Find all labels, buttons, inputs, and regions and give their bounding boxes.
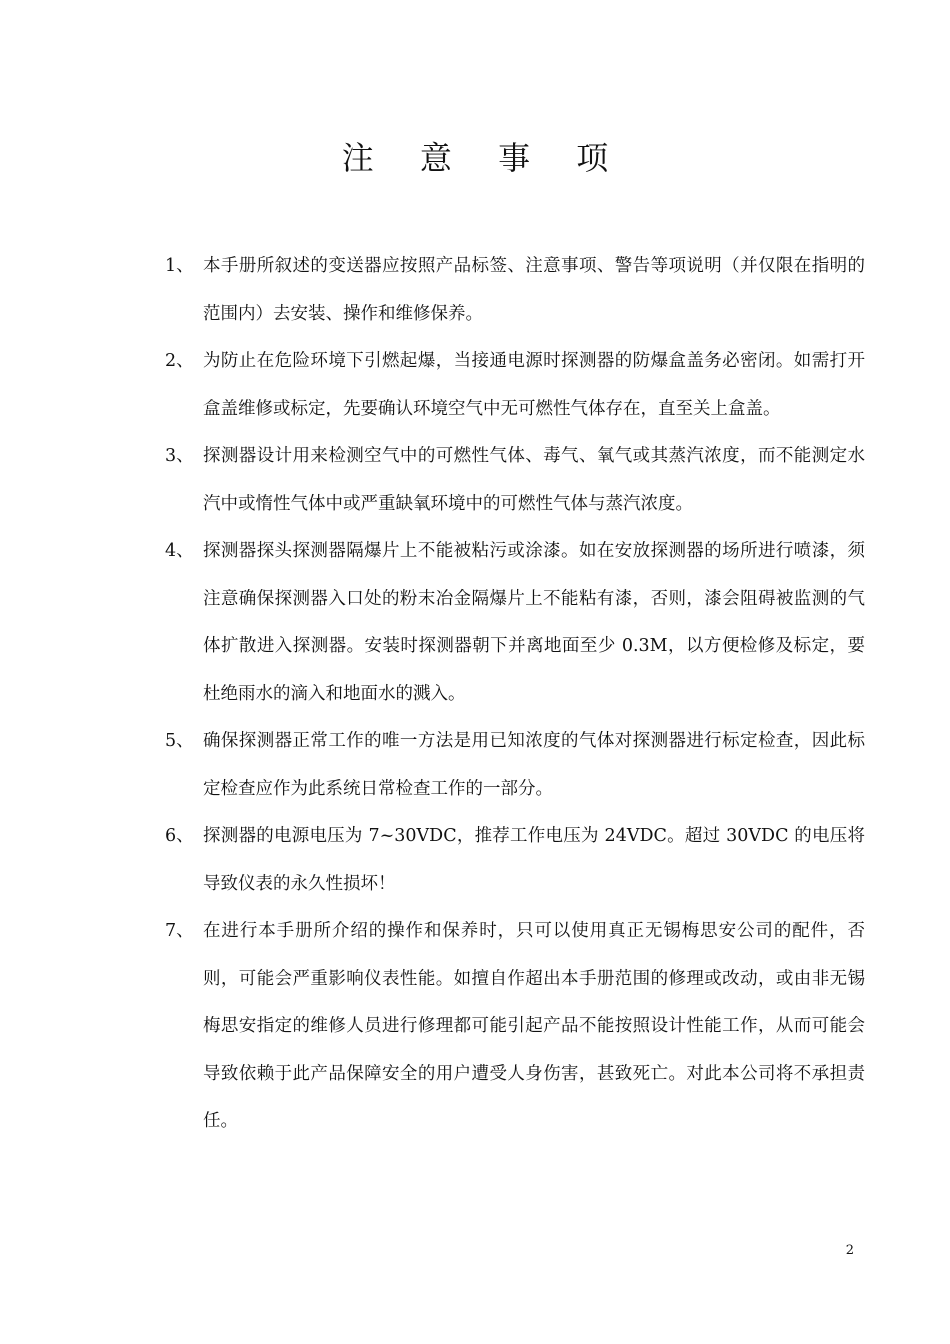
notice-item-1: [165, 243, 865, 338]
notice-text: 探测器设计用来检测空气中的可燃性气体、毒气、氧气或其蒸汽浓度，而不能测定水汽中或惰性气体中或严重缺氧环境中的可燃性气体与蒸汽浓度。: [203, 446, 865, 514]
notice-text: 本手册所叙述的变送器应按照产品标签、注意事项、警告等项说明（并仅限在指明的范围内）去安装、操作和维修保养。: [203, 256, 865, 324]
notice-item-7: [165, 908, 865, 1146]
notice-list: [165, 243, 865, 1146]
notice-number: 2、: [165, 351, 194, 371]
notice-text: 探测器探头探测器隔爆片上不能被粘污或涂漆。如在安放探测器的场所进行喷漆，须注意确保探测器入口处的粉末冶金隔爆片上不能粘有漆，否则，漆会阻碍被监测的气体扩散进入探测器。安装时探测器朝下并离地面至少 0.3M，以方便检修及标定，要杜绝雨水的滴入和地面水的溅入。: [203, 541, 865, 704]
notice-number: 5、: [165, 731, 194, 751]
notice-number: 3、: [165, 446, 194, 466]
page-title: 注 意 事 项: [341, 139, 627, 177]
notice-item-2: [165, 338, 865, 433]
notice-text: 为防止在危险环境下引燃起爆，当接通电源时探测器的防爆盒盖务必密闭。如需打开盒盖维修或标定，先要确认环境空气中无可燃性气体存在，直至关上盒盖。: [203, 351, 865, 419]
notice-item-5: [165, 718, 865, 813]
notice-number: 6、: [165, 826, 194, 846]
notice-item-4: [165, 528, 865, 718]
notice-text: 确保探测器正常工作的唯一方法是用已知浓度的气体对探测器进行标定检查，因此标定检查应作为此系统日常检查工作的一部分。: [203, 731, 865, 799]
notice-number: 7、: [165, 921, 194, 941]
notice-text: 探测器的电源电压为 7~30VDC，推荐工作电压为 24VDC。超过 30VDC 的电压将导致仪表的永久性损坏！: [203, 826, 865, 894]
page-number: 2: [845, 1243, 854, 1258]
notice-number: 4、: [165, 541, 194, 561]
notice-item-6: [165, 813, 865, 908]
notice-number: 1、: [165, 256, 194, 276]
notice-item-3: [165, 433, 865, 528]
notice-text: 在进行本手册所介绍的操作和保养时，只可以使用真正无锡梅思安公司的配件，否则，可能会严重影响仪表性能。如擅自作超出本手册范围的修理或改动，或由非无锡梅思安指定的维修人员进行修理都可能引起产品不能按照设计性能工作，从而可能会导致依赖于此产品保障安全的用户遭受人身伤害，甚致死亡。对此本公司将不承担责任。: [203, 921, 865, 1131]
